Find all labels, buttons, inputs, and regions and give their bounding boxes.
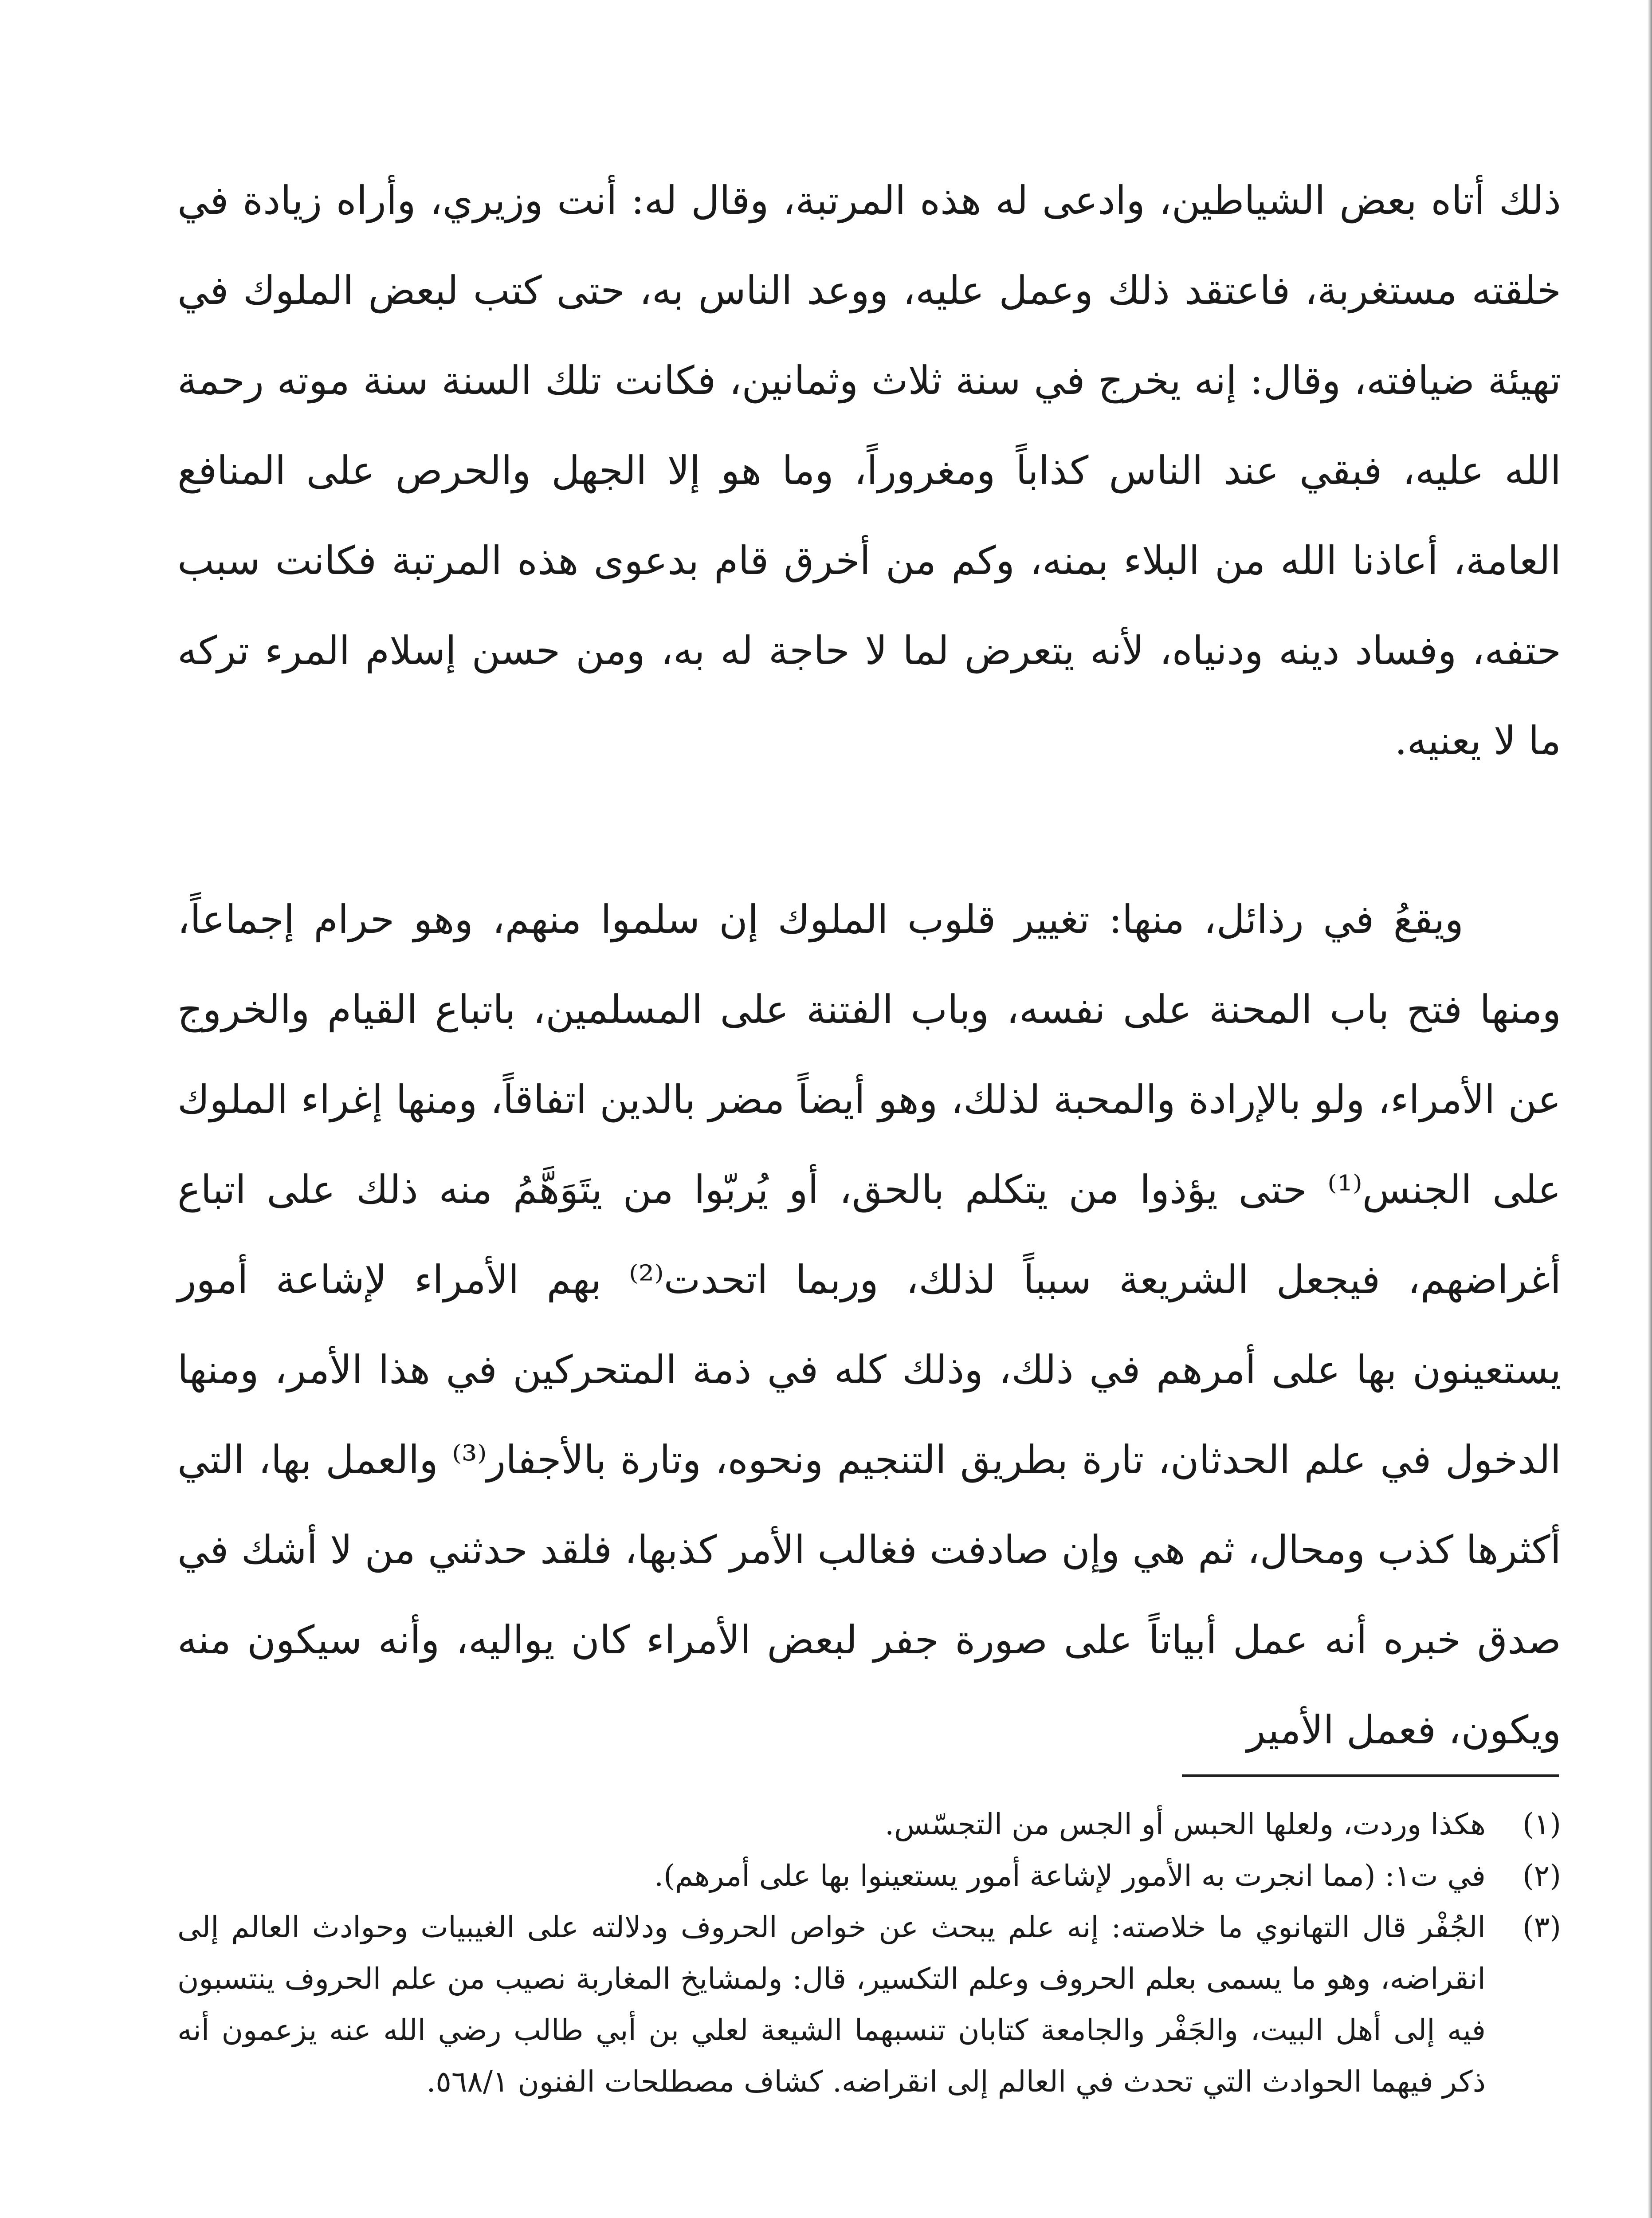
footnote-number: (٢) — [1523, 1859, 1561, 1893]
footnote-number: (٣) — [1523, 1910, 1561, 1944]
paragraph-2: ويقعُ في رذائل، منها: تغيير قلوب الملوك إن سلموا منهم، وهو حرام إجماعاً، ومنها فتح باب المحنة على نفسه، وباب الفتنة على المسلمين، باتباع القيام والخروج عن الأمراء، ولو بالإرادة والمحبة لذلك، وهو أيضاً مضر بالدين اتفاقاً، ومنها إغراء الملوك على الجنس⁽¹⁾ حتى يؤذوا من يتكلم بالحق، أو يُربّوا من يتَوَهَّمُ منه ذلك على اتباع أغراضهم، فيجعل الشريعة سبباً لذلك، وربما اتحدت⁽²⁾ بهم الأمراء لإشاعة أمور يستعينون بها على أمرهم في ذلك، وذلك كله في ذمة المتحركين في هذا الأمر، ومنها الدخول في علم الحدثان، تارة بطريق التنجيم ونحوه، وتارة بالأجفار⁽³⁾ والعمل بها، التي أكثرها كذب ومحال، ثم هي وإن صادفت فغالب الأمر كذبها، فلقد حدثني من لا أشك في صدق خبره أنه عمل أبياتاً على صورة جفر لبعض الأمراء كان يواليه، وأنه سيكون منه ويكون، فعمل الأمير — [177, 897, 1562, 1753]
main-text-block — [177, 155, 1561, 1775]
footnotes-block — [177, 1799, 1561, 2108]
footnote-1 — [177, 1799, 1561, 1850]
footnote-3 — [177, 1902, 1561, 2108]
footnote-text: هكذا وردت، ولعلها الحبس أو الجس من التجسّس. — [885, 1807, 1486, 1841]
page-edge-shadow — [1648, 0, 1652, 2218]
footnote-separator — [1182, 1774, 1559, 1777]
footnote-text: في ت١: (مما انجرت به الأمور لإشاعة أمور يستعينوا بها على أمرهم). — [654, 1859, 1486, 1893]
paragraph-1: ذلك أتاه بعض الشياطين، وادعى له هذه المرتبة، وقال له: أنت وزيري، وأراه زيادة في خلقته مستغربة، فاعتقد ذلك وعمل عليه، ووعد الناس به، حتى كتب لبعض الملوك في تهيئة ضيافته، وقال: إنه يخرج في سنة ثلاث وثمانين، فكانت تلك السنة سنة موته رحمة الله عليه، فبقي عند الناس كذاباً ومغروراً، وما هو إلا الجهل والحرص على المنافع العامة، أعاذنا الله من البلاء بمنه، وكم من أخرق قام بدعوى هذه المرتبة فكانت سبب حتفه، وفساد دينه ودنياه، لأنه يتعرض لما لا حاجة له به، ومن حسن إسلام المرء تركه ما لا يعنيه. — [177, 177, 1561, 763]
footnote-2 — [177, 1850, 1561, 1902]
footnote-text: الجُفْر قال التهانوي ما خلاصته: إنه علم يبحث عن خواص الحروف ودلالته على الغيبيات وحوادث العالم إلى انقراضه، وهو ما يسمى بعلم الحروف وعلم التكسير، قال: ولمشايخ المغاربة نصيب من علم الحروف ينتسبون فيه إلى أهل البيت، والجَفْر والجامعة كتابان تنسبهما الشيعة لعلي بن أبي طالب رضي الله عنه يزعمون أنه ذكر فيهما الحوادث التي تحدث في العالم إلى انقراضه. كشاف مصطلحات الفنون ٥٦٨/١. — [177, 1910, 1486, 2099]
footnote-number: (١) — [1523, 1807, 1561, 1841]
